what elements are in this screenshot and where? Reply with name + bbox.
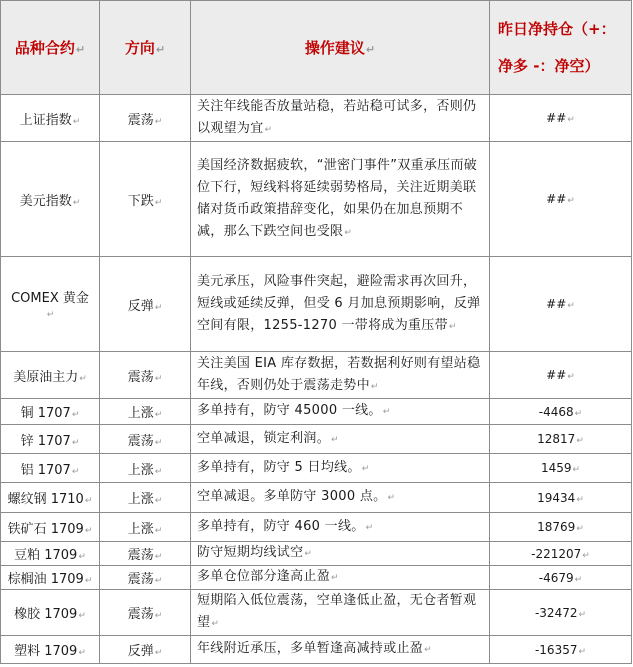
paragraph-mark-icon: ↵: [382, 407, 391, 417]
cell-direction: [100, 454, 191, 483]
paragraph-mark-icon: ↵: [576, 524, 584, 534]
cell-net-position-text: 12817: [537, 432, 576, 446]
cell-net-position: [490, 513, 632, 542]
table-row: [1, 513, 632, 542]
cell-advice-text: 美元承压，风险事件突起，避险需求再次回升，短线或延续反弹，但受 6 月加息预期影响，反弹空间有限，1255-1270 一带将成为重压带: [197, 273, 481, 333]
cell-advice: [191, 142, 490, 257]
cell-contract-name-text: 橡胶 1709: [14, 607, 78, 622]
cell-advice-text: 空单减退。多单防守 3000 点。: [197, 489, 387, 504]
cell-contract-name: [1, 542, 100, 566]
paragraph-mark-icon: ↵: [154, 116, 163, 127]
paragraph-mark-icon: ↵: [211, 619, 220, 629]
paragraph-mark-icon: ↵: [84, 576, 93, 586]
cell-advice: [191, 590, 490, 636]
paragraph-mark-icon: ↵: [78, 648, 86, 658]
paragraph-mark-icon: ↵: [361, 463, 370, 474]
paragraph-mark-icon: ↵: [331, 434, 339, 445]
paragraph-mark-icon: ↵: [154, 466, 163, 477]
cell-advice: [191, 95, 490, 142]
cell-direction-text: 反弹: [127, 298, 154, 314]
paragraph-mark-icon: ↵: [154, 648, 163, 658]
paragraph-mark-icon: ↵: [154, 302, 163, 313]
cell-net-position-text: ##: [546, 297, 567, 311]
header-direction: 方向↵: [100, 1, 191, 95]
cell-contract-name: [1, 399, 100, 425]
cell-contract-name-text: COMEX 黄金: [11, 291, 89, 306]
cell-advice-text: 防守短期均线试空: [197, 545, 304, 560]
cell-direction: [100, 566, 191, 590]
paragraph-mark-icon: ↵: [154, 437, 163, 448]
cell-net-position: [490, 590, 632, 636]
paragraph-mark-icon: ↵: [155, 43, 166, 56]
cell-advice-text: 多单持有，防守 5 日均线。: [197, 459, 361, 475]
cell-advice: [191, 513, 490, 542]
cell-net-position: [490, 257, 632, 352]
cell-direction: [100, 542, 191, 566]
cell-contract-name-text: 美原油主力: [13, 369, 79, 385]
table-row: [1, 542, 632, 566]
cell-direction: [100, 257, 191, 352]
cell-net-position-text: 18769: [537, 520, 576, 534]
cell-direction-text: 震荡: [127, 369, 154, 385]
paragraph-mark-icon: ↵: [84, 496, 93, 506]
paragraph-mark-icon: ↵: [154, 197, 163, 208]
paragraph-mark-icon: ↵: [78, 552, 86, 562]
cell-net-position: [490, 95, 632, 142]
cell-advice: [191, 483, 490, 513]
cell-contract-name: [1, 425, 100, 454]
table-header: [1, 1, 632, 95]
paragraph-mark-icon: ↵: [72, 197, 81, 208]
cell-contract-name: [1, 636, 100, 664]
paragraph-mark-icon: ↵: [578, 609, 587, 620]
paragraph-mark-icon: ↵: [572, 465, 581, 475]
paragraph-mark-icon: ↵: [331, 573, 339, 583]
cell-direction: [100, 425, 191, 454]
cell-direction: [100, 399, 191, 425]
paragraph-mark-icon: ↵: [574, 408, 583, 419]
cell-direction: [100, 513, 191, 542]
paragraph-mark-icon: ↵: [567, 301, 575, 311]
cell-net-position-text: -16357: [534, 642, 578, 657]
paragraph-mark-icon: ↵: [567, 372, 575, 382]
cell-advice-text: 年线附近承压，多单暂逢高减持或止盈: [197, 641, 424, 656]
cell-contract-name: [1, 566, 100, 590]
paragraph-mark-icon: ↵: [72, 116, 81, 127]
cell-net-position: [490, 542, 632, 566]
table-row: [1, 590, 632, 636]
table-row: [1, 566, 632, 590]
cell-net-position-text: ##: [546, 192, 567, 206]
header-advice: 操作建议↵: [191, 1, 490, 95]
cell-contract-name: [1, 352, 100, 399]
paragraph-mark-icon: ↵: [576, 436, 584, 446]
cell-contract-name-text: 豆粕 1709: [14, 548, 78, 563]
cell-advice-text: 关注美国 EIA 库存数据，若数据利好则有望站稳年线，否则仍处于震荡走势中: [197, 355, 481, 393]
cell-advice: [191, 425, 490, 454]
cell-contract-name-text: 美元指数: [19, 193, 72, 209]
cell-contract-name-text: 铜 1707: [20, 406, 71, 421]
table-row: [1, 257, 632, 352]
paragraph-mark-icon: ↵: [365, 522, 374, 533]
table-body: [1, 95, 632, 664]
paragraph-mark-icon: ↵: [576, 494, 584, 505]
cell-advice: [191, 257, 490, 352]
paragraph-mark-icon: ↵: [370, 381, 379, 392]
cell-advice: [191, 352, 490, 399]
paragraph-mark-icon: ↵: [567, 196, 575, 206]
cell-direction-text: 震荡: [127, 572, 154, 587]
cell-advice-text: 美国经济数据疲软，“泄密门事件”双重承压而破位下行，短线料将延续弱势格局，关注近期美联储对货币政策措辞变化，如果仍在加息预期不减，那么下跌空间也受限: [197, 157, 478, 239]
header-name: 品种合约↵: [1, 1, 100, 95]
table-row: [1, 483, 632, 513]
paragraph-mark-icon: ↵: [78, 611, 86, 621]
cell-advice-text: 空单减退，锁定利润。: [197, 430, 331, 446]
cell-direction-text: 上涨: [127, 492, 154, 507]
paragraph-mark-icon: ↵: [71, 437, 80, 448]
cell-advice-text: 多单持有，防守 45000 一线。: [197, 403, 382, 418]
table-row: [1, 352, 632, 399]
paragraph-mark-icon: ↵: [154, 525, 163, 536]
cell-net-position: [490, 636, 632, 664]
cell-contract-name-text: 棕榈油 1709: [7, 572, 84, 587]
cell-net-position: [490, 142, 632, 257]
paragraph-mark-icon: ↵: [154, 611, 163, 621]
table-row: [1, 399, 632, 425]
cell-direction: [100, 352, 191, 399]
paragraph-mark-icon: ↵: [448, 321, 457, 332]
cell-direction-text: 震荡: [127, 112, 154, 128]
cell-advice: [191, 454, 490, 483]
header-row: [1, 1, 632, 95]
cell-advice-text: 关注年线能否放量站稳，若站稳可试多，否则仍以观望为宜: [197, 98, 477, 136]
table-row: [1, 142, 632, 257]
table-row: [1, 95, 632, 142]
cell-direction: [100, 95, 191, 142]
cell-contract-name-text: 螺纹钢 1710: [7, 492, 84, 507]
cell-contract-name: [1, 95, 100, 142]
cell-net-position: [490, 352, 632, 399]
cell-contract-name-text: 铝 1707: [20, 462, 71, 478]
cell-net-position: [490, 483, 632, 513]
paragraph-mark-icon: ↵: [424, 645, 432, 655]
cell-contract-name: [1, 257, 100, 352]
cell-contract-name-text: 锌 1707: [20, 433, 71, 449]
cell-net-position-text: ##: [546, 111, 567, 125]
paragraph-mark-icon: ↵: [304, 549, 313, 559]
cell-net-position-text: ##: [546, 368, 567, 382]
cell-net-position-text: 1459: [540, 461, 572, 475]
cell-net-position: [490, 425, 632, 454]
cell-net-position-text: -221207: [531, 546, 582, 561]
cell-direction-text: 震荡: [127, 607, 154, 622]
cell-direction-text: 上涨: [127, 521, 154, 537]
cell-contract-name-text: 上证指数: [19, 112, 72, 128]
paragraph-mark-icon: ↵: [71, 410, 80, 420]
cell-net-position: [490, 399, 632, 425]
cell-direction-text: 震荡: [127, 433, 154, 449]
paragraph-mark-icon: ↵: [154, 576, 163, 586]
paragraph-mark-icon: ↵: [46, 310, 55, 320]
cell-net-position-text: -4679: [538, 570, 574, 585]
cell-net-position-text: -4468: [538, 404, 574, 419]
cell-advice: [191, 399, 490, 425]
paragraph-mark-icon: ↵: [387, 493, 396, 503]
cell-contract-name: [1, 513, 100, 542]
table-row: [1, 454, 632, 483]
cell-contract-name-text: 塑料 1709: [14, 644, 78, 659]
header-net-position: 昨日净持仓（+： 净多 -：净空）: [490, 1, 632, 95]
cell-advice-text: 多单持有，防守 460 一线。: [197, 518, 365, 534]
paragraph-mark-icon: ↵: [71, 466, 80, 477]
cell-direction: [100, 142, 191, 257]
cell-net-position: [490, 454, 632, 483]
cell-advice-text: 多单仓位部分逢高止盈: [197, 569, 331, 584]
cell-advice-text: 短期陷入低位震荡，空单逢低止盈，无仓者暂观望: [197, 593, 477, 630]
paragraph-mark-icon: ↵: [582, 550, 590, 561]
cell-advice: [191, 566, 490, 590]
cell-direction: [100, 483, 191, 513]
table-row: [1, 425, 632, 454]
paragraph-mark-icon: ↵: [154, 496, 163, 506]
cell-direction-text: 上涨: [127, 462, 154, 478]
cell-contract-name-text: 铁矿石 1709: [7, 521, 84, 537]
paragraph-mark-icon: ↵: [154, 373, 163, 384]
paragraph-mark-icon: ↵: [344, 227, 353, 238]
cell-net-position-text: -32472: [534, 605, 578, 620]
paragraph-mark-icon: ↵: [75, 43, 86, 56]
paragraph-mark-icon: ↵: [574, 574, 583, 585]
paragraph-mark-icon: ↵: [154, 552, 163, 562]
cell-net-position: [490, 566, 632, 590]
cell-contract-name: [1, 590, 100, 636]
cell-direction: [100, 590, 191, 636]
cell-direction-text: 反弹: [127, 644, 154, 659]
paragraph-mark-icon: ↵: [365, 43, 376, 56]
cell-contract-name: [1, 483, 100, 513]
cell-direction-text: 下跌: [127, 193, 154, 209]
paragraph-mark-icon: ↵: [79, 373, 87, 384]
cell-contract-name: [1, 142, 100, 257]
cell-contract-name: [1, 454, 100, 483]
cell-net-position-text: 19434: [537, 490, 576, 505]
cell-direction-text: 上涨: [127, 406, 154, 421]
cell-direction-text: 震荡: [127, 548, 154, 563]
cell-advice: [191, 542, 490, 566]
paragraph-mark-icon: ↵: [264, 124, 273, 135]
paragraph-mark-icon: ↵: [567, 115, 575, 125]
paragraph-mark-icon: ↵: [154, 410, 163, 420]
cell-advice: [191, 636, 490, 664]
table-row: [1, 636, 632, 664]
paragraph-mark-icon: ↵: [84, 525, 93, 536]
cell-direction: [100, 636, 191, 664]
paragraph-mark-icon: ↵: [578, 646, 587, 657]
